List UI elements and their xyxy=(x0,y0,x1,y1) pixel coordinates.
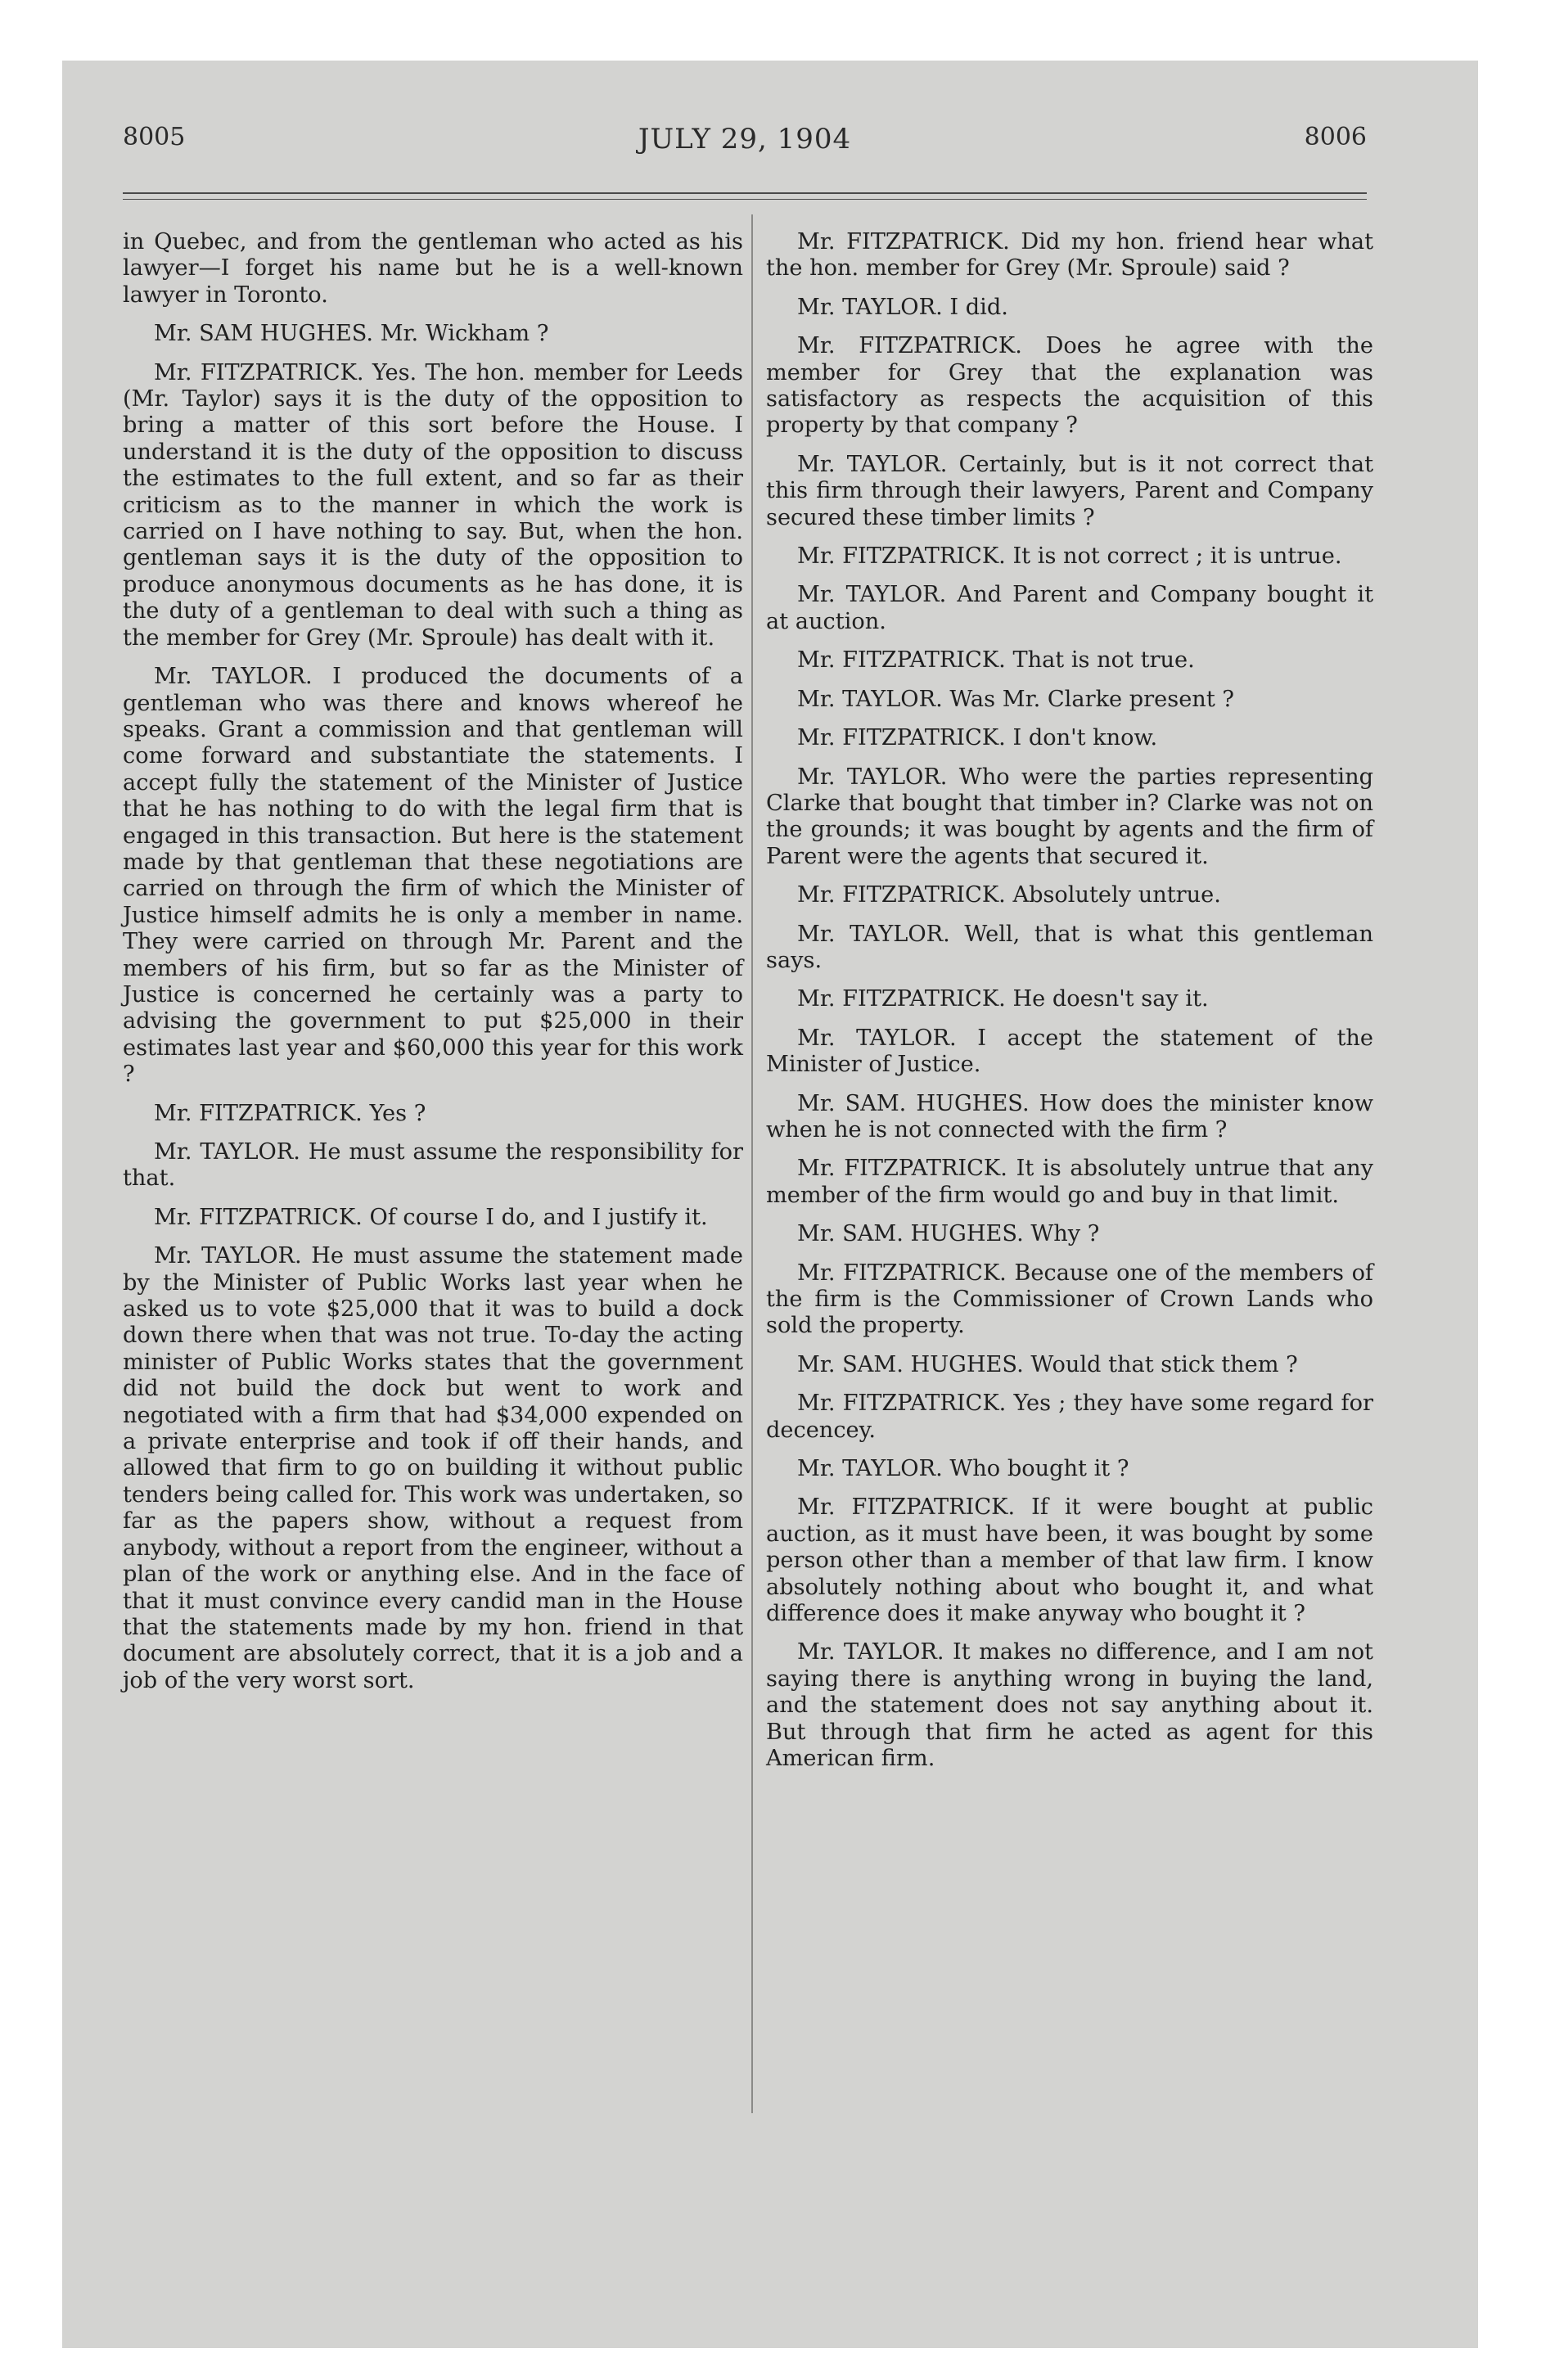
paragraph: Mr. SAM HUGHES. Mr. Wickham ? xyxy=(154,321,549,347)
paragraph: Mr. TAYLOR. I produced the documents of a gentleman who was there and knows whereof he speaks. Grant a commission and that gentleman will come forward and substantiate the statements. I accept fully the statement of the Minister of Justice that he has nothing to do with the legal firm that is engaged in this transaction. But here is the statement made by that gentleman that these negotiations are carried on through the firm of which the Minister of Justice himself admits he is only a member in name. They were carried on through Mr. Parent and the members of his firm, but so far as the Minister of Justice is concerned he certainly was a party to advising the government to put $25,000 in their estimates last year and $60,000 this year for this work ? xyxy=(123,664,743,1088)
right-column xyxy=(766,229,1373,1785)
paragraph: Mr. FITZPATRICK. Does he agree with the member for Grey that the explanation was satisfactory as respects the acquisition of this property by that company ? xyxy=(766,333,1373,439)
paragraph: Mr. FITZPATRICK. I don't know. xyxy=(797,725,1158,751)
paragraph: Mr. FITZPATRICK. Yes ; they have some regard for decencey. xyxy=(766,1391,1373,1443)
paragraph: Mr. SAM. HUGHES. Why ? xyxy=(797,1221,1100,1247)
paragraph: Mr. TAYLOR. I accept the statement of the Minister of Justice. xyxy=(766,1025,1373,1078)
paragraph: in Quebec, and from the gentleman who acted as his lawyer—I forget his name but he is a well-known lawyer in Toronto. xyxy=(123,229,743,308)
paragraph: Mr. FITZPATRICK. Yes ? xyxy=(154,1100,426,1126)
paragraph: Mr. TAYLOR. I did. xyxy=(797,294,1008,320)
paragraph: Mr. FITZPATRICK. Of course I do, and I justify it. xyxy=(154,1204,708,1230)
paragraph: Mr. TAYLOR. And Parent and Company bought it at auction. xyxy=(766,582,1373,634)
header-rule-thin xyxy=(123,199,1367,200)
page-header xyxy=(123,123,1367,164)
paragraph: Mr. TAYLOR. Certainly, but is it not correct that this firm through their lawyers, Parent and Company secured these timber limits ? xyxy=(766,451,1373,530)
paragraph: Mr. TAYLOR. Well, that is what this gentleman says. xyxy=(766,921,1373,973)
paragraph: Mr. TAYLOR. Who bought it ? xyxy=(797,1456,1129,1482)
paragraph: Mr. FITZPATRICK. That is not true. xyxy=(797,647,1195,674)
paragraph: Mr. TAYLOR. He must assume the responsibility for that. xyxy=(123,1139,743,1192)
paragraph: Mr. TAYLOR. He must assume the statement made by the Minister of Public Works last year when he asked us to vote $25,000 that it was to build a dock down there when that was not true. To-day the acting minister of Public Works states that the government did not build the dock but went to work and negotiated with a firm that had $34,000 expended on a private enterprise and took if off their hands, and allowed that firm to go on building it without public tenders being called for. This work was undertaken, so far as the papers show, without a request from anybody, without a report from the engineer, without a plan of the work or anything else. And in the face of that it must convince every candid man in the House that the statements made by my hon. friend in that document are absolutely correct, that it is a job and a job of the very worst sort. xyxy=(123,1243,743,1693)
paragraph: Mr. FITZPATRICK. If it were bought at public auction, as it must have been, it was bought by some person other than a member of that law firm. I know absolutely nothing about who bought it, and what difference does it make anyway who bought it ? xyxy=(766,1494,1373,1627)
column-divider xyxy=(751,214,753,2113)
paragraph: Mr. FITZPATRICK. Did my hon. friend hear what the hon. member for Grey (Mr. Sproule) said ? xyxy=(766,229,1373,282)
paragraph: Mr. FITZPATRICK. It is absolutely untrue that any member of the firm would go and buy in that limit. xyxy=(766,1156,1373,1208)
paragraph: Mr. FITZPATRICK. It is not correct ; it is untrue. xyxy=(797,543,1342,570)
paragraph: Mr. FITZPATRICK. He doesn't say it. xyxy=(797,986,1209,1012)
paragraph: Mr. TAYLOR. Who were the parties representing Clarke that bought that timber in? Clarke was not on the grounds; it was bought by agents and the firm of Parent were the agents that secured it. xyxy=(766,764,1373,869)
paragraph: Mr. SAM. HUGHES. Would that stick them ? xyxy=(797,1351,1298,1377)
paragraph: Mr. TAYLOR. Was Mr. Clarke present ? xyxy=(797,686,1234,712)
paragraph: Mr. TAYLOR. It makes no difference, and I am not saying there is anything wrong in buying the land, and the statement does not say anything about it. But through that firm he acted as agent for this American firm. xyxy=(766,1639,1373,1772)
page-date: JULY 29, 1904 xyxy=(638,123,852,156)
right-page-number: 8006 xyxy=(1304,123,1367,151)
paragraph: Mr. FITZPATRICK. Absolutely untrue. xyxy=(797,882,1221,908)
left-page-number: 8005 xyxy=(123,123,186,151)
header-rule xyxy=(123,192,1367,194)
paragraph: Mr. FITZPATRICK. Yes. The hon. member for Leeds (Mr. Taylor) says it is the duty of the opposition to bring a matter of this sort before the House. I understand it is the duty of the opposition to discuss the estimates to the full extent, and so far as their criticism as to the manner in which the work is carried on I have nothing to say. But, when the hon. gentleman says it is the duty of the opposition to produce anonymous documents as he has done, it is the duty of a gentleman to deal with such a thing as the member for Grey (Mr. Sproule) has dealt with it. xyxy=(123,359,743,651)
paragraph: Mr. SAM. HUGHES. How does the minister know when he is not connected with the firm ? xyxy=(766,1090,1373,1143)
left-column xyxy=(123,229,743,1706)
paragraph: Mr. FITZPATRICK. Because one of the members of the firm is the Commissioner of Crown Lands who sold the property. xyxy=(766,1260,1373,1339)
